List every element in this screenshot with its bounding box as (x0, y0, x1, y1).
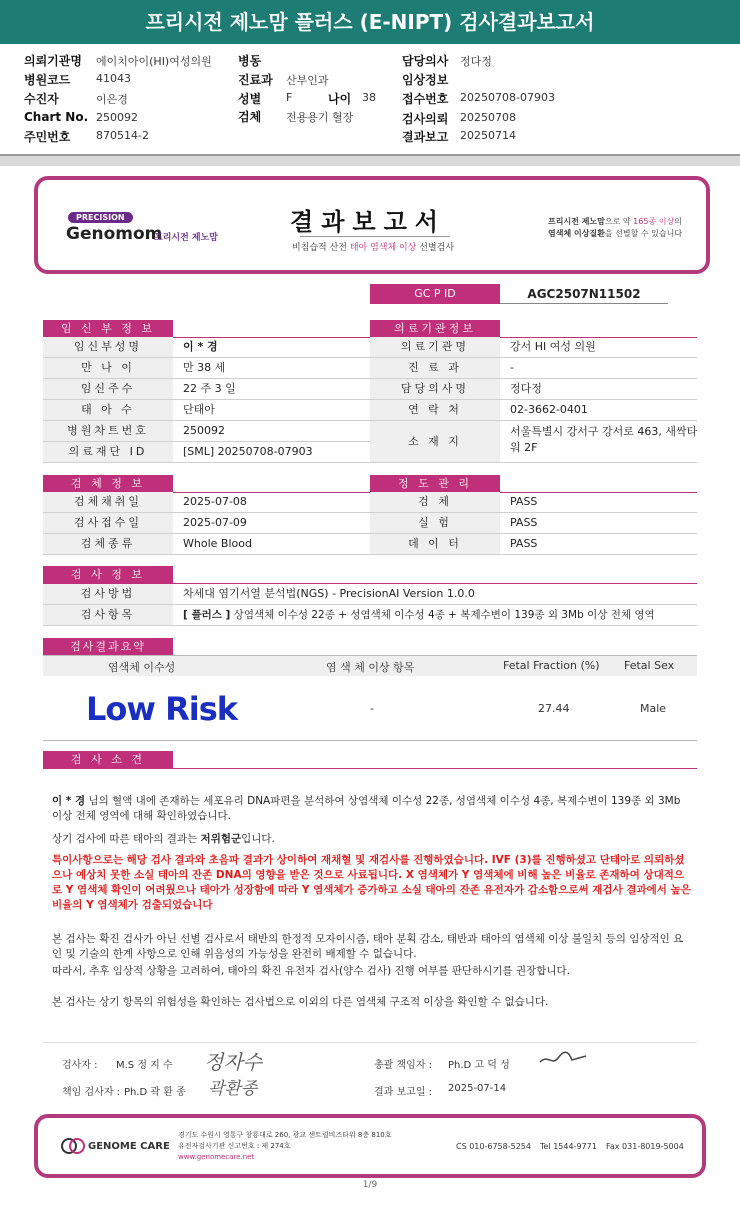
pregnant-label-1: 만 나 이 (43, 358, 173, 378)
patient-value: 이은경 (96, 93, 128, 106)
specimen-label: 검체 (238, 110, 262, 124)
qc-label-0: 검 체 (370, 492, 500, 512)
medical-label-4: 소 재 지 (370, 421, 500, 462)
age-label: 나이 (328, 92, 352, 106)
specimen-section-title: 검 체 정 보 (43, 475, 173, 493)
qc-section-title: 정 도 관 리 (370, 475, 500, 493)
specimen-value-2: Whole Blood (183, 537, 252, 550)
pregnant-value-4: 250092 (183, 424, 225, 437)
qc-value-1: PASS (510, 516, 538, 529)
age-value: 38 (362, 91, 376, 104)
finding-paragraph-1: 이 * 경 님의 혈액 내에 존재하는 세포유리 DNA파편을 분석하여 상염색체 이수성 22종, 성염색체 이수성 4종, 복제수변이 139종 외 3Mb 이상 전체 영역에 대해 확인하였습니다. (52, 795, 681, 822)
genomecare-brand: GENOME CARE (88, 1141, 170, 1152)
summary-col-aneuploidy: 염색체 이수성 (108, 661, 176, 674)
test-method-label: 검사방법 (43, 584, 173, 604)
chart-value: 250092 (96, 111, 138, 124)
responsible-label: 책임 검사자 : (62, 1087, 121, 1098)
finding-paragraph-2: 상기 검사에 따른 태아의 결과는 저위험군입니다. (52, 833, 275, 845)
specimen-value: 전용용기 혈장 (286, 111, 354, 124)
page-number: 1/9 (362, 1180, 378, 1190)
footer-url[interactable]: www.genomecare.net (178, 1153, 255, 1161)
medical-label-1: 진 료 과 (370, 358, 500, 378)
row-divider (370, 462, 697, 463)
medical-value-0: 강서 HI 여성 의원 (510, 340, 596, 353)
receipt-label: 접수번호 (402, 92, 449, 106)
hospital-code-value: 41043 (96, 72, 131, 85)
report-label: 결과보고 (402, 130, 449, 144)
row-divider (43, 462, 370, 463)
pregnant-value-3: 단태아 (183, 403, 215, 416)
institution-label: 의뢰기관명 (24, 54, 82, 68)
banner-description: 프리시전 제노맘으로 약 165종 이상의 염색체 이상질환을 선별할 수 있습니다 (548, 217, 683, 238)
responsible-name: Ph.D 곽 환 종 (124, 1087, 186, 1098)
tester-signature: 정자수 (204, 1050, 262, 1074)
report-value: 20250714 (460, 129, 516, 142)
logo-subtitle: 프리시전 제노맘 (154, 233, 218, 243)
test-method-value: 차세대 염기서열 분석법(NGS) - PrecisionAI Version 1.0.0 (183, 587, 475, 600)
dept-label: 진료과 (238, 73, 273, 87)
row-divider (43, 625, 697, 626)
dept-value: 산부인과 (286, 74, 329, 87)
precision-pill: PRECISION (68, 212, 133, 223)
summary-col-items: 염 색 체 이상 항목 (326, 661, 415, 674)
medical-label-2: 담당의사명 (370, 379, 500, 399)
chief-signature-image (538, 1046, 588, 1070)
specimen-value-1: 2025-07-09 (183, 516, 247, 529)
chief-label: 총괄 책임자 : (374, 1060, 433, 1071)
request-label: 검사의뢰 (402, 112, 449, 126)
footer-cs: CS 010-6758-5254 (456, 1142, 531, 1151)
id-value: 870514-2 (96, 129, 149, 142)
footer-address: 경기도 수원시 영통구 창룡대로 260, 광교 센트럴비즈타워 8층 810호 (178, 1131, 392, 1139)
responsible-signature: 곽환종 (208, 1079, 258, 1099)
specimen-label-1: 검사접수일 (43, 513, 173, 533)
tester-name: M.S 정 지 수 (116, 1060, 173, 1071)
qc-value-0: PASS (510, 495, 538, 508)
pregnant-label-2: 임신주수 (43, 379, 173, 399)
result-item: - (370, 702, 374, 715)
clinical-label: 임상정보 (402, 73, 449, 87)
finding-paragraph-5: 따라서, 추후 임상적 상황을 고려하여, 태아의 확진 유전자 검사(양수 검사) 진행 여부를 판단하시기를 권장합니다. (52, 965, 571, 977)
doctor-label: 담당의사 (402, 54, 449, 68)
pregnant-label-4: 병원차트번호 (43, 421, 173, 441)
hospital-code-label: 병원코드 (24, 73, 71, 87)
genomom-logo: Genomom (66, 224, 163, 244)
row-divider (43, 554, 370, 555)
specimen-label-2: 검체종류 (43, 534, 173, 554)
summary-col-sex: Fetal Sex (624, 659, 675, 672)
gcpid-value: AGC2507N11502 (500, 284, 668, 304)
specimen-value-0: 2025-07-08 (183, 495, 247, 508)
report-date-label: 결과 보고일 : (374, 1087, 433, 1098)
patient-label: 수진자 (24, 92, 59, 106)
footer-license: 유전자검사기관 신고번호 : 제 274호 (178, 1142, 291, 1150)
medical-section-title: 의료기관정보 (370, 320, 500, 338)
findings-section-line (43, 768, 697, 769)
chief-name: Ph.D 고 덕 성 (448, 1060, 510, 1071)
sex-label: 성별 (238, 92, 262, 106)
qc-label-2: 데 이 터 (370, 534, 500, 554)
test-item-label: 검사항목 (43, 605, 173, 625)
finding-paragraph-4: 본 검사는 확진 검사가 아닌 선별 검사로서 태반의 한정적 모자이시즘, 태아 분획 감소, 태반과 태아의 염색체 이상 불일치 등의 임상적인 요인 및 기술의 한계 사항으로 인해 위음성의 가능성을 완전히 배제할 수 없습니다. (52, 933, 684, 960)
result-risk: Low Risk (86, 690, 238, 728)
report-banner (34, 176, 710, 274)
pregnant-value-0: 이 * 경 (183, 340, 218, 353)
banner-title: 결과보고서 (290, 208, 446, 236)
result-fetal-fraction: 27.44 (538, 702, 570, 715)
findings-section-title: 검 사 소 견 (43, 751, 173, 769)
medical-value-1: - (510, 361, 514, 374)
doctor-value: 정다정 (460, 55, 492, 68)
summary-col-ff: Fetal Fraction (%) (503, 659, 600, 672)
row-divider (370, 554, 697, 555)
summary-bottom-line (43, 740, 697, 741)
id-label: 주민번호 (24, 130, 71, 144)
pregnant-section-title: 임 신 부 정 보 (43, 320, 173, 338)
gcpid-label: GC P ID (370, 284, 500, 304)
pregnant-value-2: 22 주 3 일 (183, 382, 236, 395)
pregnant-label-3: 태 아 수 (43, 400, 173, 420)
summary-section-title: 검사결과요약 (43, 638, 173, 656)
medical-label-0: 의료기관명 (370, 337, 500, 357)
specimen-label-0: 검체채취일 (43, 492, 173, 512)
header-info (0, 44, 740, 156)
institution-value: 에이치아이(HI)여성의원 (96, 55, 212, 68)
footer-fax: Fax 031-8019-5004 (606, 1142, 684, 1151)
result-fetal-sex: Male (640, 702, 667, 715)
medical-value-3: 02-3662-0401 (510, 403, 588, 416)
tester-label: 검사자 : (62, 1060, 98, 1071)
medical-value-2: 정다정 (510, 382, 542, 395)
report-title: 프리시전 제노맘 플러스 (E-NIPT) 검사결과보고서 (0, 0, 740, 44)
chart-label: Chart No. (24, 110, 89, 124)
test-section-title: 검 사 정 보 (43, 566, 173, 584)
pregnant-label-5: 의료재단 ID (43, 442, 173, 462)
receipt-value: 20250708-07903 (460, 91, 555, 104)
footer-box (34, 1114, 706, 1178)
qc-label-1: 실 험 (370, 513, 500, 533)
qc-value-2: PASS (510, 537, 538, 550)
medical-label-3: 연 락 처 (370, 400, 500, 420)
separator-band (0, 156, 740, 166)
pregnant-label-0: 임신부성명 (43, 337, 173, 357)
request-value: 20250708 (460, 111, 516, 124)
banner-divider (300, 236, 450, 237)
medical-value-4: 서울특별시 강서구 강서로 463, 새싹타워 2F (510, 425, 698, 454)
report-date-value: 2025-07-14 (448, 1083, 507, 1094)
ward-label: 병동 (238, 54, 262, 68)
finding-paragraph-6: 본 검사는 상기 항목의 위험성을 확인하는 검사법으로 이외의 다른 염색체 구조적 이상을 확인할 수 없습니다. (52, 996, 549, 1008)
finding-special-note: 특이사항으로는 해당 검사 결과와 초음파 결과가 상이하여 재채혈 및 재검사를 진행하였습니다. IVF (3)를 진행하셨고 단태아로 의뢰하셨으나 예상치 못한 소실 태아의 잔존 DNA의 영향을 받은 것으로 사료됩니다. X 염색체가 Y 염색체에 비해 높은 비율로 존재하여 상대적으로 Y 염색체 확인이 어려웠으나 태아가 성장함에 따라 Y 염색체가 증가하고 소실 태아의 잔존 유전자가 감소함으로써 재검사 결과에서 높은 비율의 Y 염색체가 검출되었습니다 (52, 854, 691, 911)
genomecare-logo-icon (60, 1136, 86, 1156)
banner-subtitle: 비침습적 산전 태아 염색체 이상 선별검사 (291, 243, 455, 253)
sex-value: F (286, 91, 293, 104)
pregnant-value-5: [SML] 20250708-07903 (183, 445, 313, 458)
test-item-value: [ 플러스 ] 상염색체 이수성 22종 + 성염색체 이수성 4종 + 복제수변이 139종 외 3Mb 이상 전체 영역 (183, 609, 655, 621)
signature-divider (43, 1042, 697, 1043)
pregnant-value-1: 만 38 세 (183, 361, 226, 374)
footer-tel: Tel 1544-9771 (540, 1142, 597, 1151)
